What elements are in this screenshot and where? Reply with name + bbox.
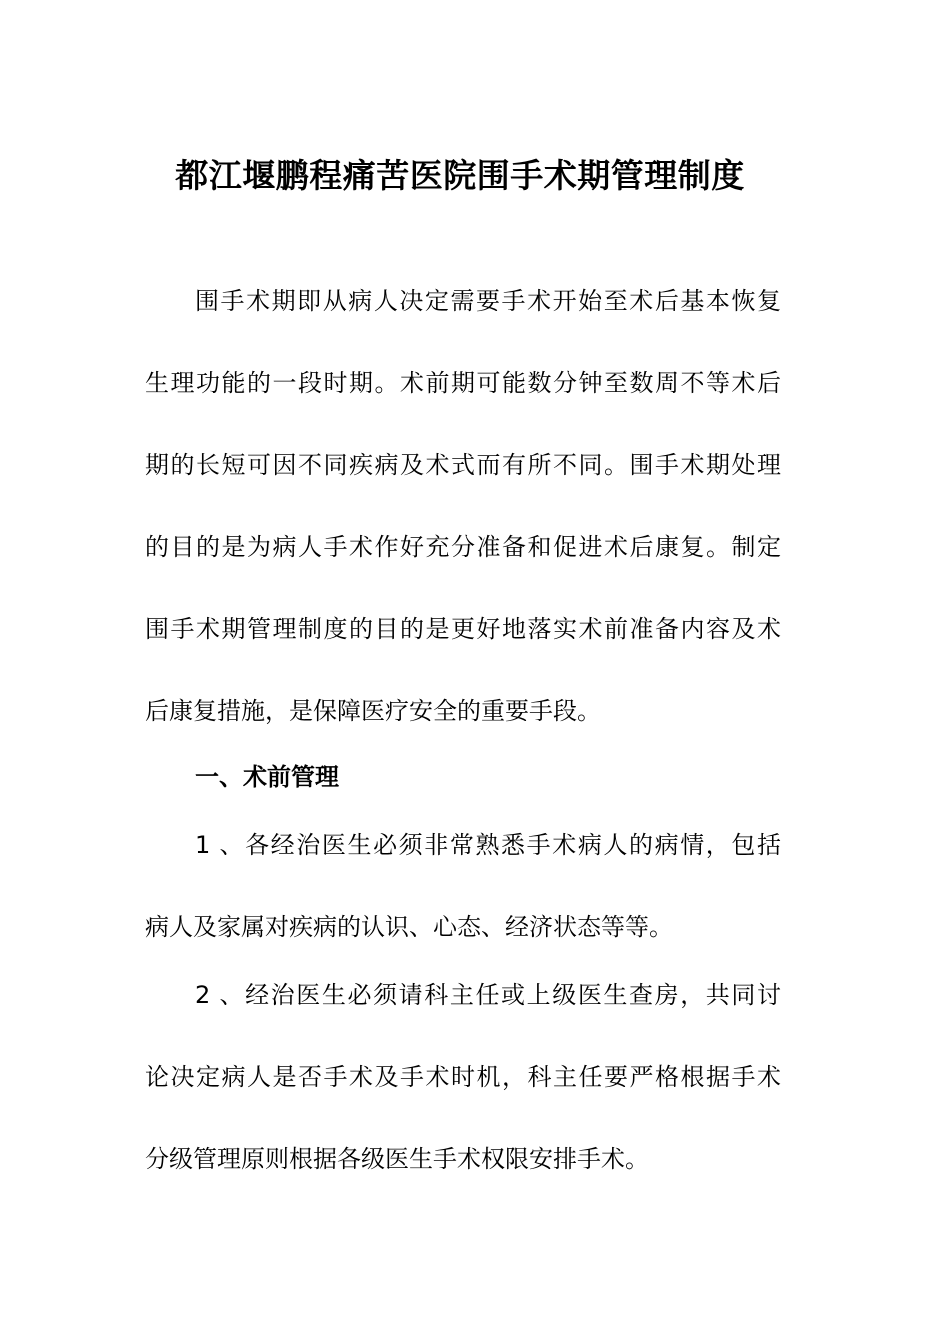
- item2-line-2: 论决定病人是否手术及手术时机，科主任要严格根据手术: [145, 1063, 781, 1091]
- item1-line-1: 1 、各经治医生必须非常熟悉手术病人的病情，包括: [195, 831, 781, 859]
- item2-line-1: 2 、经治医生必须请科主任或上级医生查房，共同讨: [195, 981, 781, 1009]
- intro-line-2: 生理功能的一段时期。术前期可能数分钟至数周不等术后: [145, 369, 781, 397]
- intro-line-1: 围手术期即从病人决定需要手术开始至术后基本恢复: [195, 287, 781, 315]
- intro-line-4: 的目的是为病人手术作好充分准备和促进术后康复。制定: [145, 533, 781, 561]
- item1-line-2: 病人及家属对疾病的认识、心态、经济状态等等。: [145, 913, 673, 941]
- intro-line-5: 围手术期管理制度的目的是更好地落实术前准备内容及术: [145, 615, 781, 643]
- intro-line-6: 后康复措施，是保障医疗安全的重要手段。: [145, 697, 601, 725]
- item2-line-3: 分级管理原则根据各级医生手术权限安排手术。: [145, 1145, 649, 1173]
- intro-line-3: 期的长短可因不同疾病及术式而有所不同。围手术期处理: [145, 451, 781, 479]
- document-title: 都江堰鹏程痛苦医院围手术期管理制度: [175, 156, 745, 195]
- section-heading: 一、术前管理: [195, 763, 339, 791]
